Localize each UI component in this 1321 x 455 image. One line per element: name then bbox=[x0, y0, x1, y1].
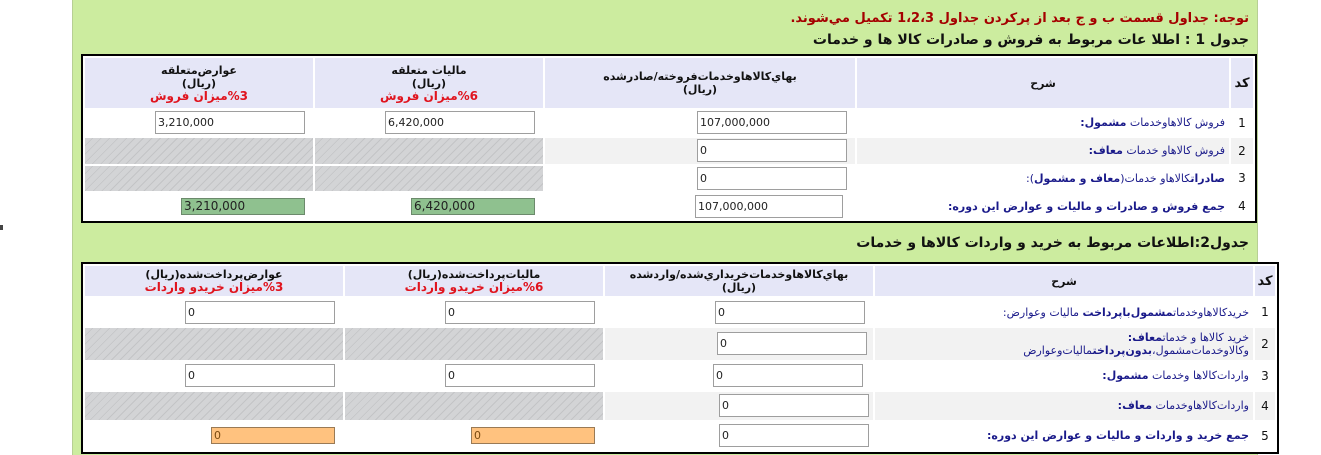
table-row: 3 صادراتكالاهاو خدمات(معاف و مشمول): 0 bbox=[85, 166, 1253, 192]
row-label: فروش كالاهاوخدمات مشمول: bbox=[1080, 116, 1225, 130]
page-edge-mark bbox=[0, 225, 3, 230]
sales-taxable-value-input[interactable] bbox=[697, 111, 847, 134]
purchase-taxable-duty-input[interactable] bbox=[185, 301, 335, 324]
col-header-code: كد bbox=[1231, 58, 1253, 108]
disabled-cell bbox=[345, 392, 603, 420]
row-label: خريد كالاها و خدماتمعاف: وكالاوخدمات‌مشمول،بدون‌پرداختماليات‌وعوارض bbox=[875, 328, 1253, 360]
row-label: جمع فروش و صادرات و ماليات و عوارض اين دوره: bbox=[948, 199, 1225, 213]
col-header-duty: عوارض‌پرداخت‌شده(ريال) %3ميزان خريدو واردات bbox=[85, 266, 343, 296]
disabled-cell bbox=[85, 392, 343, 420]
purchase-exempt-value-input[interactable] bbox=[717, 332, 867, 355]
sales-taxable-tax-input[interactable] bbox=[385, 111, 535, 134]
table-row: 4 واردات‌كالاهاوخدمات معاف: 0 bbox=[85, 392, 1275, 420]
disabled-cell bbox=[315, 166, 543, 192]
disabled-cell bbox=[85, 328, 343, 360]
row-label: صادراتكالاهاو خدمات(معاف و مشمول): bbox=[1025, 171, 1225, 185]
row-label: واردات‌كالاهاوخدمات معاف: bbox=[875, 392, 1253, 420]
sales-taxable-duty-input[interactable] bbox=[155, 111, 305, 134]
col-header-tax: ماليات متعلقه (ريال) %6ميزان فروش bbox=[315, 58, 543, 108]
disabled-cell bbox=[345, 328, 603, 360]
col-header-description: شرح bbox=[875, 266, 1253, 296]
table-row-total: 5 جمع خريد و واردات و ماليات و عوارض اين دوره: 0 0 0 bbox=[85, 422, 1275, 450]
sales-exempt-value-input[interactable] bbox=[697, 139, 847, 162]
col-header-value: بهاي‌كالاهاوخدمات‌خريداري‌شده/واردشده (ريال) bbox=[605, 266, 873, 296]
purchases-table bbox=[81, 262, 1279, 454]
row-label: جمع خريد و واردات و ماليات و عوارض اين دوره: bbox=[986, 429, 1249, 443]
row-label: واردات‌كالاها وخدمات مشمول: bbox=[1102, 369, 1249, 383]
col-header-code: كد bbox=[1255, 266, 1275, 296]
table-row: 1 خريدكالاهاوخدماتمشمول‌باپرداخت ماليات وعوارض: 0 0 0 bbox=[85, 298, 1275, 326]
col-header-description: شرح bbox=[857, 58, 1229, 108]
table-row: 2 فروش كالاهاو خدمات معاف: 0 bbox=[85, 138, 1253, 164]
table-row-total: 4 جمع فروش و صادرات و ماليات و عوارض اين دوره: 107,000,000 6,420,000 3,210,000 bbox=[85, 193, 1253, 219]
col-header-duty: عوارض‌متعلقه (ريال) %3ميزان فروش bbox=[85, 58, 313, 108]
sales-total-tax-field bbox=[411, 198, 535, 215]
sales-total-duty-field bbox=[181, 198, 305, 215]
imports-taxable-value-input[interactable] bbox=[713, 364, 863, 387]
exports-value-input[interactable] bbox=[697, 167, 847, 190]
imports-taxable-duty-input[interactable] bbox=[185, 364, 335, 387]
purchase-taxable-tax-input[interactable] bbox=[445, 301, 595, 324]
purchase-total-duty-field bbox=[211, 427, 335, 444]
purchase-taxable-value-input[interactable] bbox=[715, 301, 865, 324]
table1-title: جدول 1 : اطلا عات مربوط به فروش و صادرات كالا ها و خدمات bbox=[812, 32, 1249, 48]
sales-total-value-field bbox=[695, 195, 843, 218]
table-row: 3 واردات‌كالاها وخدمات مشمول: 0 0 0 bbox=[85, 362, 1275, 390]
table2-title: جدول2:اطلاعات مربوط به خريد و واردات كالاها و خدمات bbox=[856, 235, 1249, 251]
disabled-cell bbox=[85, 138, 313, 164]
purchase-total-value-field bbox=[719, 424, 869, 447]
imports-exempt-value-input[interactable] bbox=[719, 394, 869, 417]
col-header-tax: ماليات‌پرداخت‌شده(ريال) %6ميزان خريدو واردات bbox=[345, 266, 603, 296]
imports-taxable-tax-input[interactable] bbox=[445, 364, 595, 387]
purchase-total-tax-field bbox=[471, 427, 595, 444]
disabled-cell bbox=[315, 138, 543, 164]
row-label: خريدكالاهاوخدماتمشمول‌باپرداخت ماليات وعوارض: bbox=[1002, 305, 1249, 319]
form-panel bbox=[72, 0, 1273, 455]
disabled-cell bbox=[85, 166, 313, 192]
table-row: 2 خريد كالاها و خدماتمعاف: وكالاوخدمات‌مشمول،بدون‌پرداختماليات‌وعوارض 0 bbox=[85, 328, 1275, 360]
row-label: فروش كالاهاو خدمات معاف: bbox=[857, 138, 1229, 164]
table-row: 1 فروش كالاهاوخدمات مشمول: 107,000,000 6,420,000 3,210,000 bbox=[85, 110, 1253, 136]
notice-text: توجه: جداول قسمت ب و ج بعد از پركردن جداول 1،2،3 تكميل مي‌شوند. bbox=[790, 11, 1249, 26]
sales-table bbox=[81, 54, 1257, 223]
col-header-value: بهاي‌كالاهاوخدمات‌فروخته/صادرشده (ريال) bbox=[545, 58, 855, 108]
